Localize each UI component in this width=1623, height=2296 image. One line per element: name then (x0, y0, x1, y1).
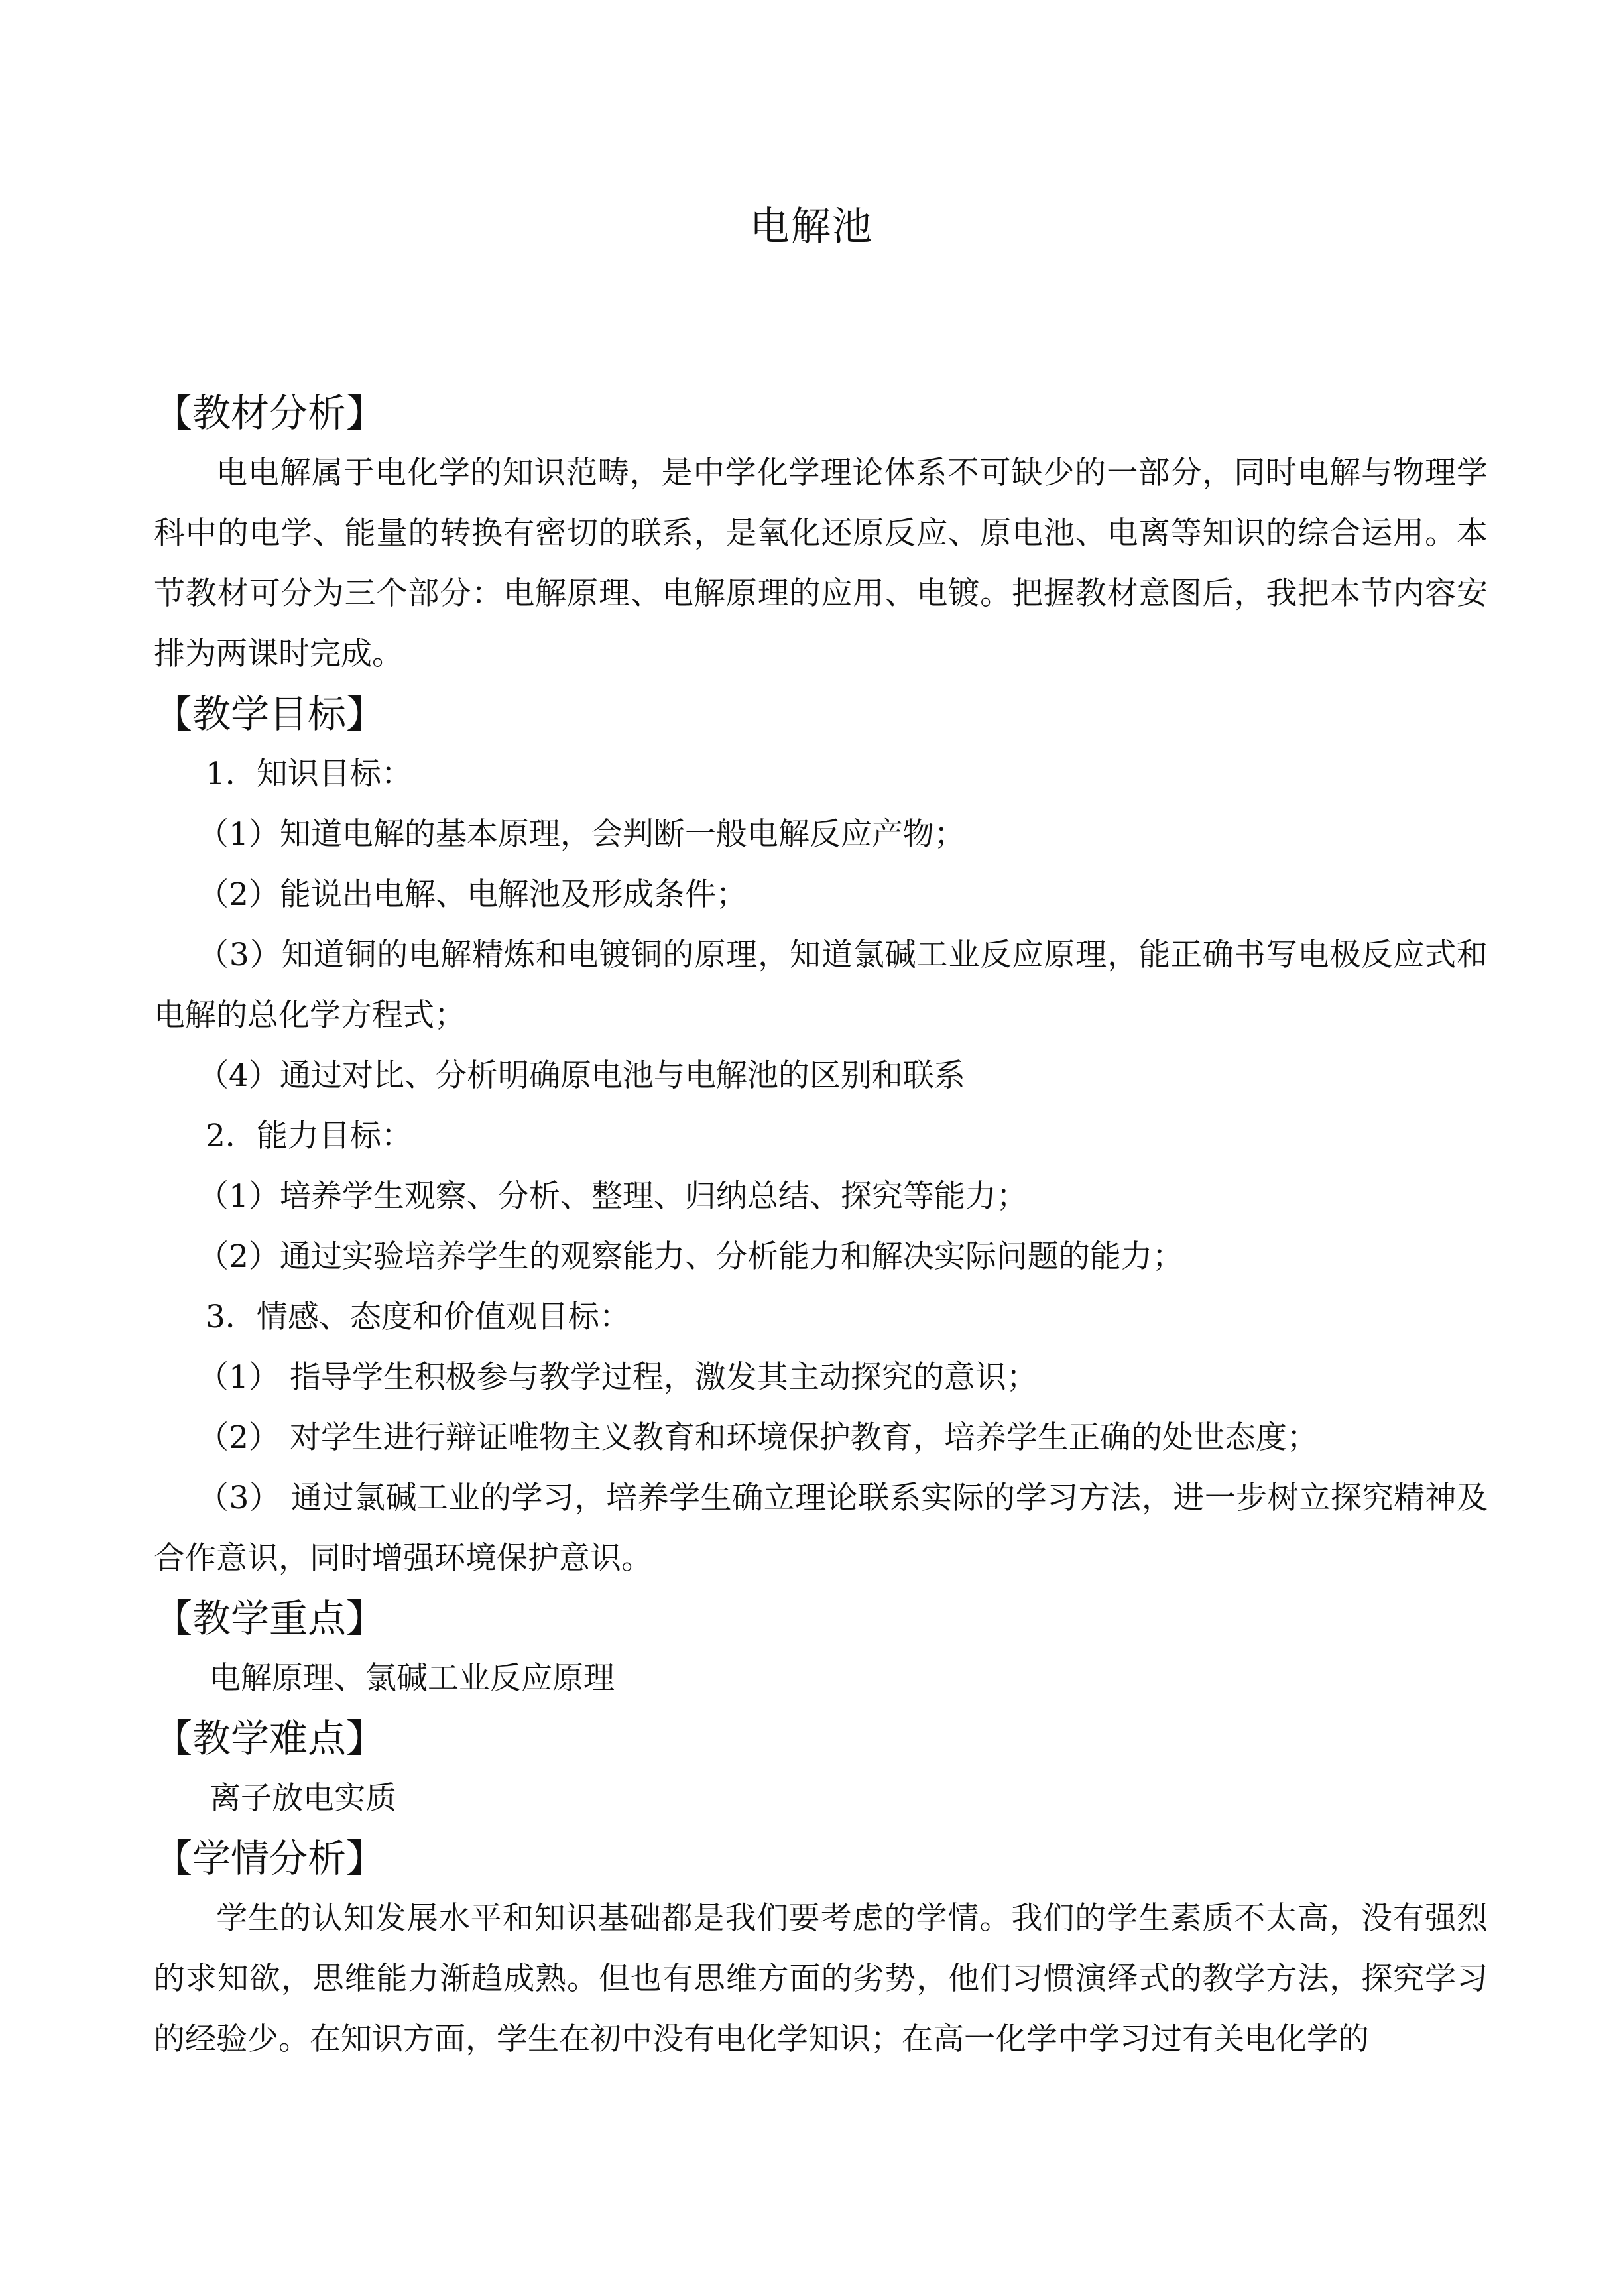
emotion-goal-item: （3） 通过氯碱工业的学习，培养学生确立理论联系实际的学习方法，进一步树立探究精神及合作意识，同时增强环境保护意识。 (154, 1480, 1488, 1577)
knowledge-goal-item: （3）知道铜的电解精炼和电镀铜的原理，知道氯碱工业反应原理，能正确书写电极反应式和电解的总化学方程式； (154, 937, 1488, 1034)
material-analysis-paragraph: 电电解属于电化学的知识范畴，是中学化学理论体系不可缺少的一部分，同时电解与物理学科中的电学、能量的转换有密切的联系，是氧化还原反应、原电池、电离等知识的综合运用。本节教材可分为三个部分：电解原理、电解原理的应用、电镀。把握教材意图后，我把本节内容安排为两课时完成。 (154, 455, 1488, 672)
knowledge-goal-item: （4）通过对比、分析明确原电池与电解池的区别和联系 (198, 1057, 965, 1094)
ability-goal-item: （2）通过实验培养学生的观察能力、分析能力和解决实际问题的能力； (198, 1239, 1183, 1275)
knowledge-goal-item: （1）知道电解的基本原理，会判断一般电解反应产物； (198, 816, 965, 853)
student-analysis-paragraph: 学生的认知发展水平和知识基础都是我们要考虑的学情。我们的学生素质不太高，没有强烈的求知欲，思维能力渐趋成熟。但也有思维方面的劣势，他们习惯演绎式的教学方法，探究学习的经验少。在知识方面，学生在初中没有电化学知识；在高一化学中学习过有关电化学的 (154, 1900, 1488, 2057)
knowledge-goal-item: （2）能说出电解、电解池及形成条件； (198, 876, 747, 913)
knowledge-goals-title: 1．知识目标： (206, 756, 412, 792)
key-points-text: 电解原理、氯碱工业反应原理 (210, 1660, 615, 1697)
ability-goal-item: （1）培养学生观察、分析、整理、归纳总结、探究等能力； (198, 1178, 1028, 1215)
emotion-goal-item: （2） 对学生进行辩证唯物主义教育和环境保护教育，培养学生正确的处世态度； (198, 1420, 1318, 1456)
ability-goals-title: 2．能力目标： (206, 1118, 412, 1154)
emotion-goal-item: （1） 指导学生积极参与教学过程，激发其主动探究的意识； (198, 1359, 1038, 1396)
document-title: 电解池 (750, 204, 873, 250)
section-heading-key-points: 【教学重点】 (154, 1596, 385, 1641)
section-heading-material-analysis: 【教材分析】 (154, 391, 385, 436)
section-heading-teaching-goals: 【教学目标】 (154, 692, 385, 737)
section-heading-difficult-points: 【教学难点】 (154, 1716, 385, 1761)
section-heading-student-analysis: 【学情分析】 (154, 1836, 385, 1881)
emotion-goals-title: 3．情感、态度和价值观目标： (206, 1299, 631, 1335)
difficult-points-text: 离子放电实质 (210, 1780, 396, 1817)
document-body (154, 383, 1488, 2069)
